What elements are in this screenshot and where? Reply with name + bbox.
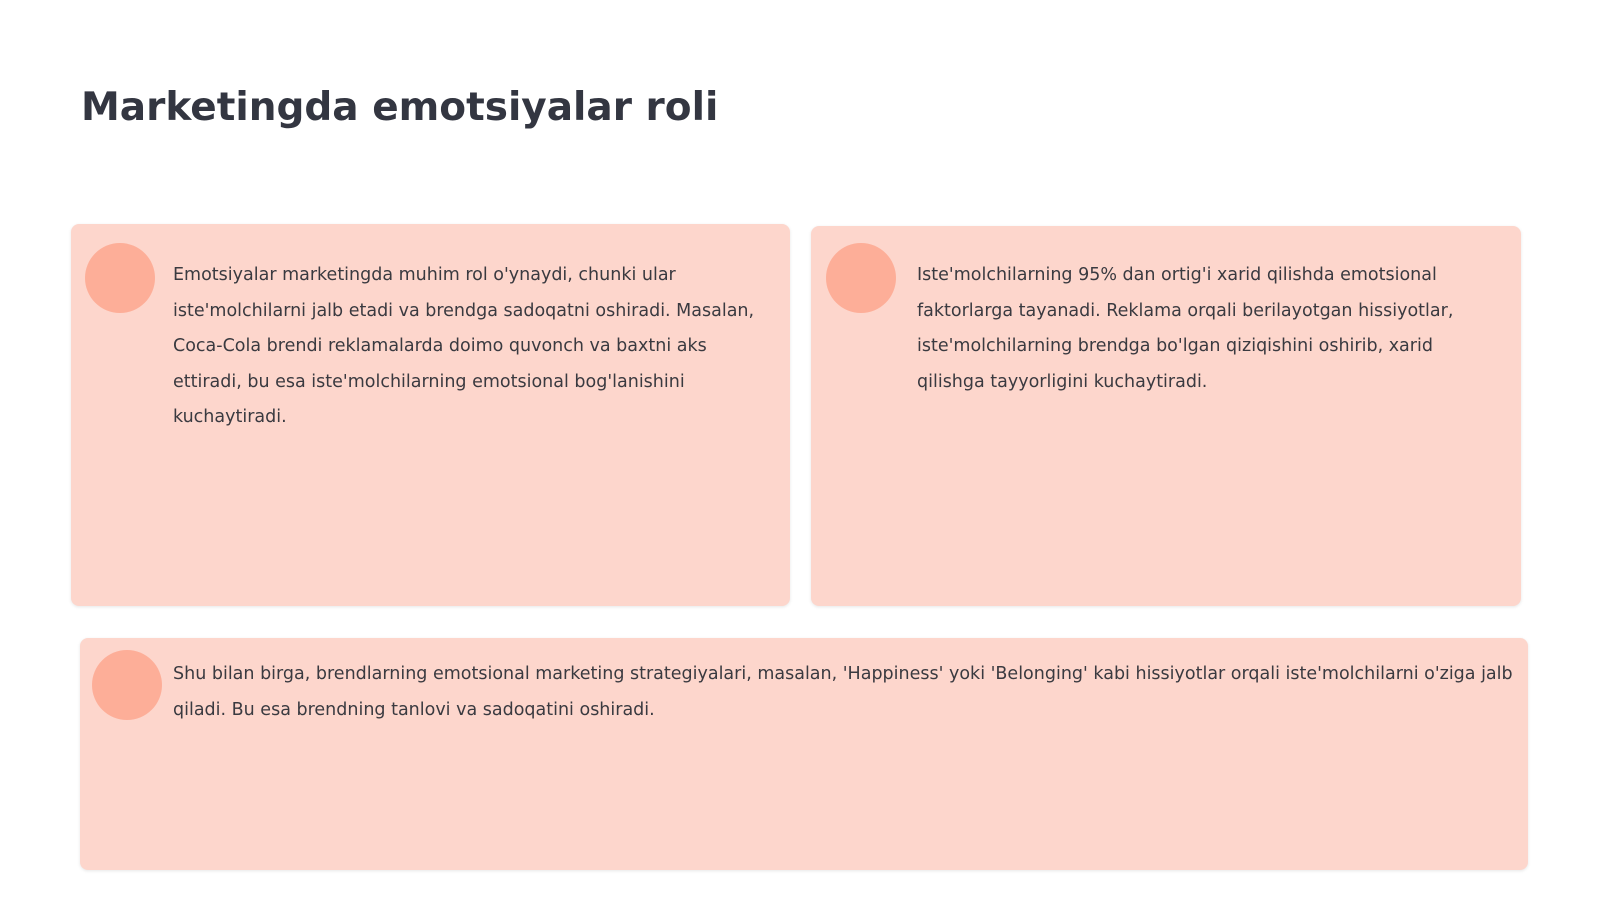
content-card-3 [80, 638, 1528, 870]
card-text: Emotsiyalar marketingda muhim rol o'ynaydi, chunki ular iste'molchilarni jalb etadi va brendga sadoqatni oshiradi. Masalan, Coca-Cola brendi reklamalarda doimo quvonch va baxtni aks ettiradi, bu esa iste'molchilarning emotsional bog'lanishini kuchaytiradi. [173, 265, 755, 427]
slide-title: Marketingda emotsiyalar roli [81, 85, 719, 130]
bullet-circle [92, 650, 162, 720]
bullet-circle [85, 243, 155, 313]
content-card-1 [71, 224, 790, 606]
bullet-circle [826, 243, 896, 313]
card-text: Iste'molchilarning 95% dan ortig'i xarid qilishda emotsional faktorlarga tayanadi. Reklama orqali berilayotgan hissiyotlar, iste'molchilarning brendga bo'lgan qiziqishini oshirib, xarid qilishga tayyorligini kuchaytiradi. [917, 265, 1454, 392]
card-text: Shu bilan birga, brendlarning emotsional marketing strategiyalari, masalan, 'Happiness' yoki 'Belonging' kabi hissiyotlar orqali iste'molchilarni o'ziga jalb qiladi. Bu esa brendning tanlovi va sadoqatini oshiradi. [173, 664, 1513, 720]
content-card-2 [811, 226, 1521, 606]
